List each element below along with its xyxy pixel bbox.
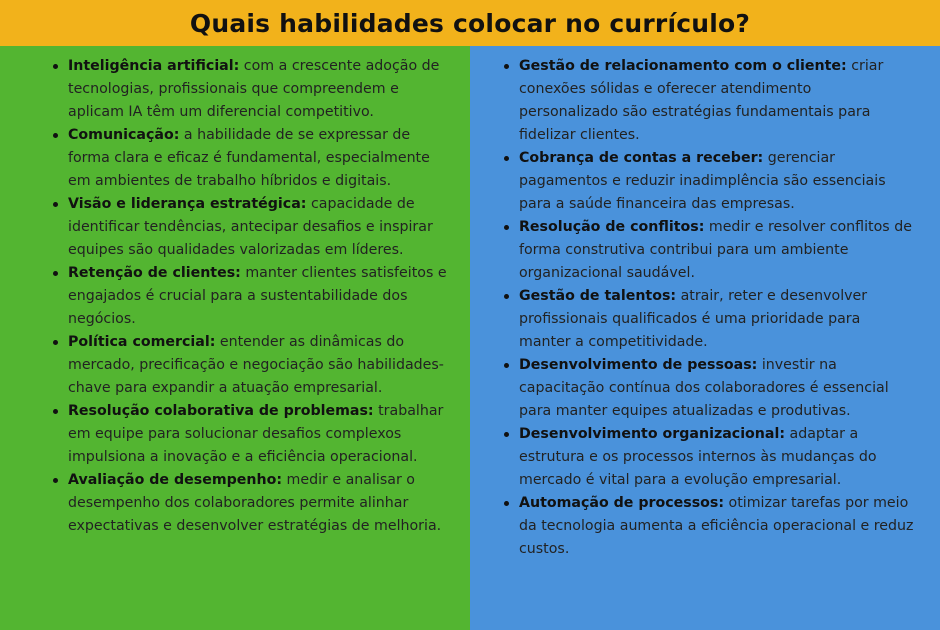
list-item xyxy=(519,354,914,423)
skill-description: gerenciar pagamentos e reduzir inadimplência são essenciais para a saúde financeira das empresas. xyxy=(519,150,886,212)
skill-term: Comunicação: xyxy=(68,127,180,143)
skill-term: Resolução de conflitos: xyxy=(519,219,705,235)
list-item xyxy=(68,331,453,400)
skill-description: otimizar tarefas por meio da tecnologia aumenta a eficiência operacional e reduz custos. xyxy=(519,495,914,557)
skill-term: Desenvolvimento de pessoas: xyxy=(519,357,758,373)
skill-description: manter clientes satisfeitos e engajados é crucial para a sustentabilidade dos negócios. xyxy=(68,265,447,327)
list-item xyxy=(68,469,453,538)
skill-description: criar conexões sólidas e oferecer atendimento personalizado são estratégias fundamentais para fidelizar clientes. xyxy=(519,58,884,143)
list-item xyxy=(519,216,914,285)
list-item xyxy=(68,193,453,262)
skill-term: Inteligência artificial: xyxy=(68,58,240,74)
page-title: Quais habilidades colocar no currículo? xyxy=(189,8,751,38)
list-item xyxy=(519,423,914,492)
skill-description: a habilidade de se expressar de forma clara e eficaz é fundamental, especialmente em ambientes de trabalho híbridos e digitais. xyxy=(68,127,430,189)
skill-term: Desenvolvimento organizacional: xyxy=(519,426,786,442)
left-column xyxy=(0,46,470,630)
skill-term: Resolução colaborativa de problemas: xyxy=(68,403,374,419)
list-item xyxy=(519,285,914,354)
skill-term: Visão e liderança estratégica: xyxy=(68,196,307,212)
list-item xyxy=(519,147,914,216)
skill-term: Cobrança de contas a receber: xyxy=(519,150,764,166)
list-item xyxy=(68,124,453,193)
skill-term: Avaliação de desempenho: xyxy=(68,472,283,488)
skill-description: capacidade de identificar tendências, antecipar desafios e inspirar equipes são qualidades valorizadas em líderes. xyxy=(68,196,433,258)
title-banner xyxy=(0,0,940,46)
skill-term: Retenção de clientes: xyxy=(68,265,241,281)
right-column xyxy=(470,46,940,630)
skill-description: medir e resolver conflitos de forma construtiva contribui para um ambiente organizacional saudável. xyxy=(519,219,912,281)
skill-description: entender as dinâmicas do mercado, precificação e negociação são habilidades-chave para expandir a atuação empresarial. xyxy=(68,334,444,396)
list-item xyxy=(68,262,453,331)
skill-term: Gestão de relacionamento com o cliente: xyxy=(519,58,847,74)
skill-term: Gestão de talentos: xyxy=(519,288,677,304)
skill-description: adaptar a estrutura e os processos internos às mudanças do mercado é vital para a evolução empresarial. xyxy=(519,426,877,488)
skill-description: atrair, reter e desenvolver profissionais qualificados é uma prioridade para manter a competitividade. xyxy=(519,288,868,350)
list-item xyxy=(519,55,914,147)
list-item xyxy=(68,55,453,124)
skill-description: medir e analisar o desempenho dos colaboradores permite alinhar expectativas e desenvolver estratégias de melhoria. xyxy=(68,472,442,534)
skill-description: com a crescente adoção de tecnologias, profissionais que compreendem e aplicam IA têm um diferencial competitivo. xyxy=(68,58,440,120)
skill-description: investir na capacitação contínua dos colaboradores é essencial para manter equipes atualizadas e produtivas. xyxy=(519,357,889,419)
list-item xyxy=(519,492,914,561)
right-skill-list xyxy=(519,55,914,561)
skill-term: Automação de processos: xyxy=(519,495,725,511)
skill-description: trabalhar em equipe para solucionar desafios complexos impulsiona a inovação e a eficiência operacional. xyxy=(68,403,444,465)
left-skill-list xyxy=(68,55,453,538)
skill-term: Política comercial: xyxy=(68,334,216,350)
list-item xyxy=(68,400,453,469)
